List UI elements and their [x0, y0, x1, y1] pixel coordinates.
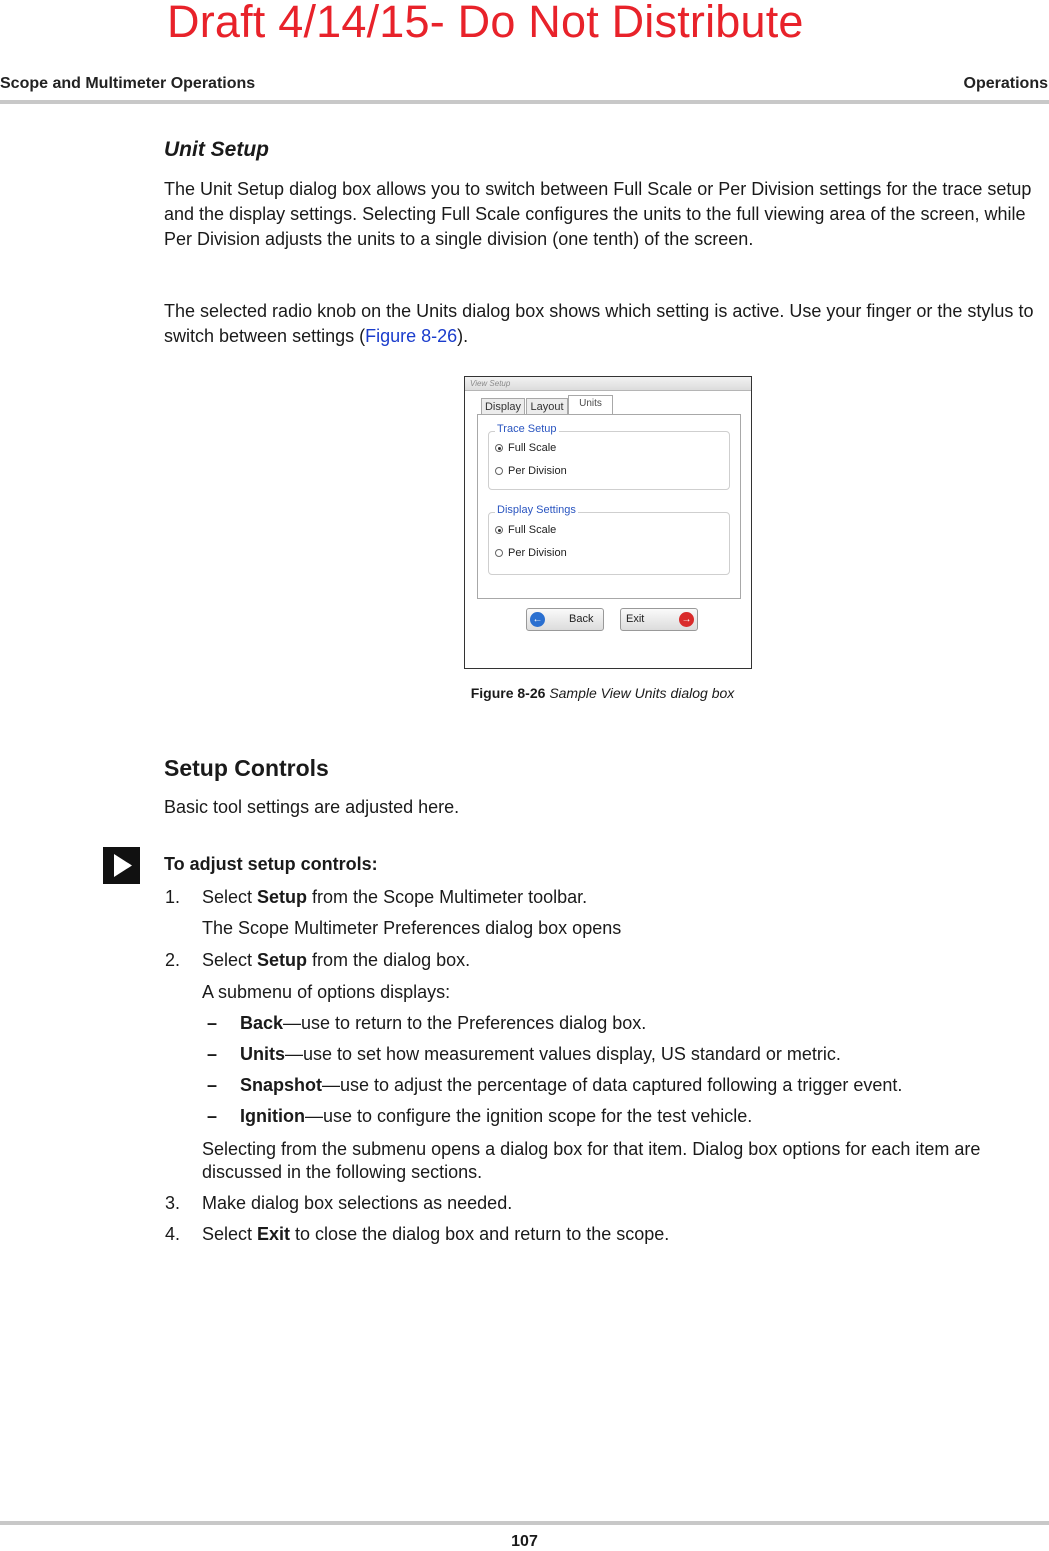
exit-button[interactable]: Exit →: [620, 608, 698, 631]
trace-per-division-option[interactable]: Per Division: [495, 465, 567, 477]
display-full-scale-option[interactable]: Full Scale: [495, 524, 556, 536]
submenu-item-back-text: Back—use to return to the Preferences dialog box.: [240, 1013, 647, 1033]
figure-link[interactable]: Figure 8-26: [365, 326, 458, 346]
radio-selected-icon: [495, 444, 503, 452]
display-per-division-option[interactable]: Per Division: [495, 547, 567, 559]
tab-units[interactable]: Units: [568, 395, 613, 415]
trace-setup-title: Trace Setup: [497, 423, 557, 435]
step-3-text: Make dialog box selections as needed.: [202, 1193, 513, 1213]
radio-selected-icon: [495, 526, 503, 534]
submenu-item-snapshot: –: [207, 1075, 218, 1095]
step-4-text: Select Exit to close the dialog box and return to the scope.: [202, 1224, 670, 1244]
trace-full-scale-option[interactable]: Full Scale: [495, 442, 556, 454]
figure-caption: Figure 8-26 Sample View Units dialog box: [470, 685, 735, 701]
step-2-note: Selecting from the submenu opens a dialog box for that item. Dialog box options for each item are discussed in the following sections.: [202, 1139, 981, 1182]
submenu-item-ignition-text: Ignition—use to configure the ignition scope for the test vehicle.: [240, 1106, 753, 1126]
radio-unselected-icon: [495, 467, 503, 475]
tab-layout[interactable]: Layout: [526, 398, 568, 414]
unit-setup-paragraph-2: The selected radio knob on the Units dialog box shows which setting is active. Use your finger or the stylus to switch between settings (Figure 8-26).: [164, 301, 1034, 346]
page-number: 107: [511, 1533, 538, 1550]
header-rule: [0, 100, 1049, 104]
submenu-item-back: –: [207, 1013, 218, 1033]
submenu-item-ignition: –: [207, 1106, 218, 1126]
step-1-number: 1.: [165, 887, 181, 907]
trace-setup-group: [488, 423, 730, 490]
setup-controls-heading: Setup Controls: [164, 755, 329, 781]
step-3-number: 3.: [165, 1193, 181, 1213]
step-2-number: 2.: [165, 950, 181, 970]
submenu-item-units: –: [207, 1044, 218, 1064]
dialog-title: View Setup: [465, 377, 751, 391]
submenu-item-snapshot-text: Snapshot—use to adjust the percentage of data captured following a trigger event.: [240, 1075, 903, 1095]
back-button[interactable]: ← Back: [526, 608, 604, 631]
exit-arrow-icon: →: [679, 612, 694, 627]
unit-setup-heading: Unit Setup: [164, 138, 269, 161]
header-chapter-title: Operations: [963, 75, 1048, 92]
tab-display[interactable]: Display: [481, 398, 525, 414]
header-section-title: Scope and Multimeter Operations: [0, 75, 256, 92]
procedure-title: To adjust setup controls:: [164, 854, 378, 874]
display-settings-title: Display Settings: [497, 504, 576, 516]
step-2-result: A submenu of options displays:: [202, 982, 451, 1002]
units-tab-panel: [477, 414, 741, 599]
submenu-item-units-text: Units—use to set how measurement values display, US standard or metric.: [240, 1044, 841, 1064]
footer-rule: [0, 1521, 1049, 1525]
step-1-text: Select Setup from the Scope Multimeter toolbar.: [202, 887, 588, 907]
radio-unselected-icon: [495, 549, 503, 557]
procedure-arrow-icon: [103, 847, 140, 884]
setup-controls-intro: Basic tool settings are adjusted here.: [164, 797, 460, 817]
step-2-text: Select Setup from the dialog box.: [202, 950, 471, 970]
view-units-dialog-screenshot: [464, 376, 752, 669]
back-arrow-icon: ←: [530, 612, 545, 627]
draft-watermark: Draft 4/14/15- Do Not Distribute: [167, 0, 804, 47]
step-1-result: The Scope Multimeter Preferences dialog box opens: [202, 918, 622, 938]
step-4-number: 4.: [165, 1224, 181, 1244]
display-settings-group: [488, 504, 730, 575]
unit-setup-paragraph-1: The Unit Setup dialog box allows you to switch between Full Scale or Per Division settings for the trace setup and the display settings. Selecting Full Scale configures the units to the full viewing area of the screen, while Per Division adjusts the units to a single division (one tenth) of the screen.: [164, 179, 1032, 249]
